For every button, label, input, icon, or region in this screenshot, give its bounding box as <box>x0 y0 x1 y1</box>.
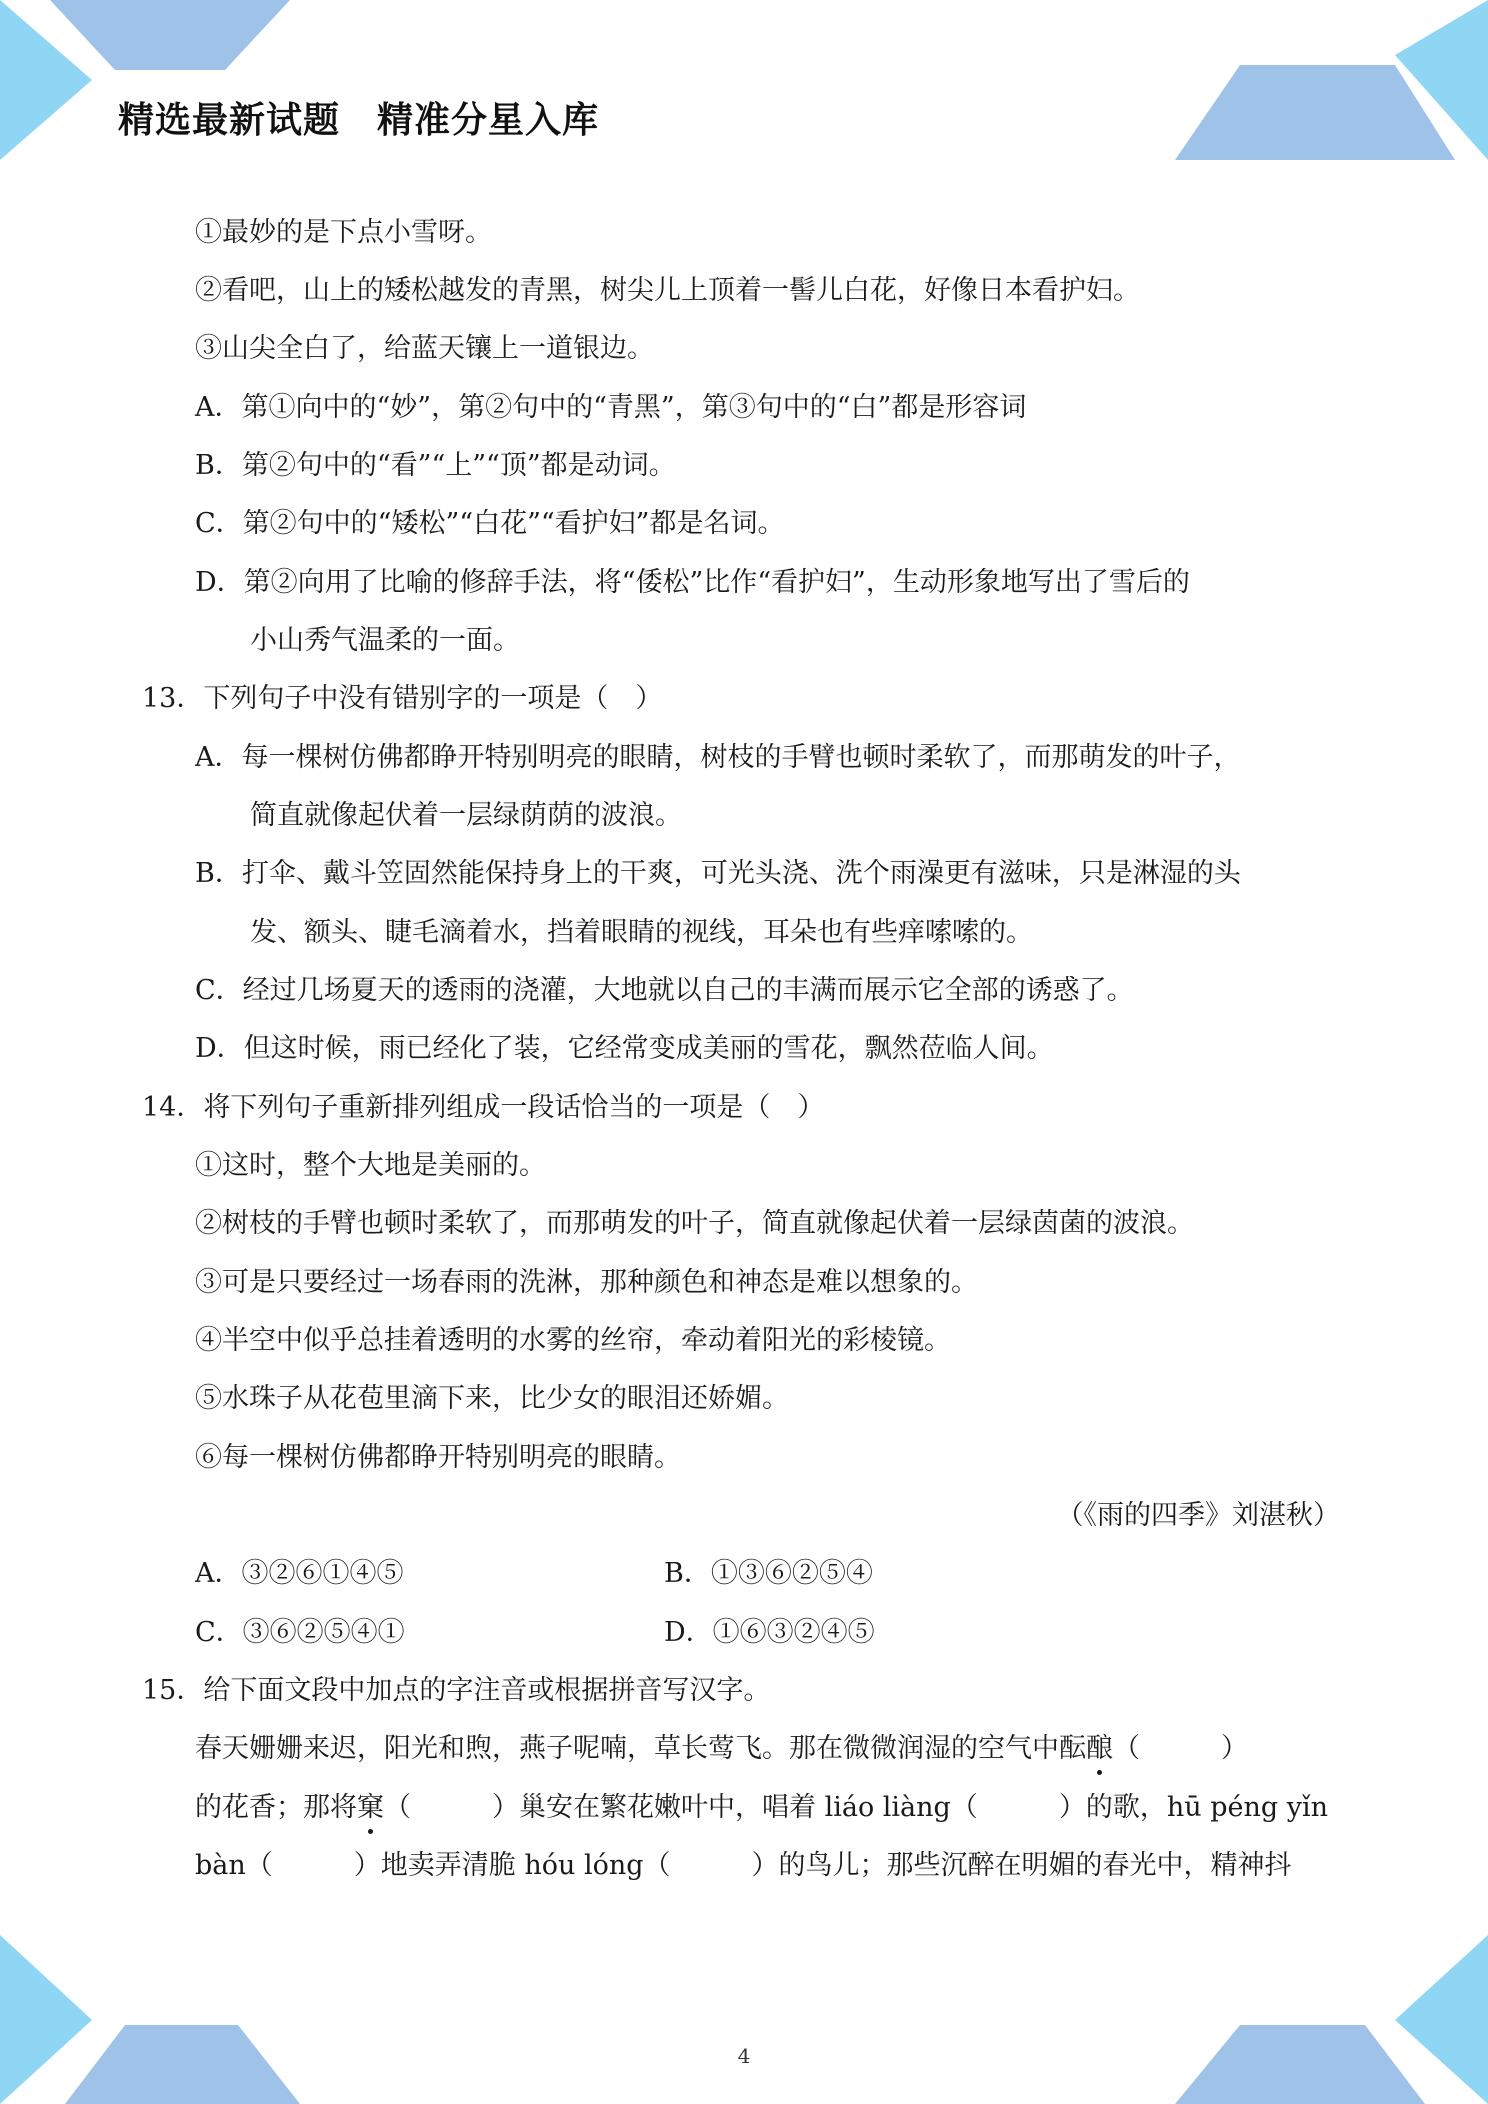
header-title: 精选最新试题 精准分星入库 <box>118 100 600 141</box>
page-number: 4 <box>737 2044 751 2068</box>
q14-source: （《雨的四季》刘湛秋） <box>1056 1500 1340 1531</box>
q13-option-a-line2: 简直就像起伏着一层绿荫荫的波浪。 <box>250 800 682 831</box>
passage-line-2-text: 的花香；那将 <box>195 1792 357 1823</box>
q14-option-c: C．③⑥②⑤④① <box>195 1617 405 1648</box>
answer-blank: （ ） <box>1113 1733 1248 1764</box>
q13-option-a-line1: A．每一棵树仿佛都睁开特别明亮的眼睛，树枝的手臂也顿时柔软了，而那萌发的叶子， <box>195 742 1241 773</box>
top-right-trapezoid <box>1175 65 1455 160</box>
sentence-3: ③山尖全白了，给蓝天镶上一道银边。 <box>195 333 654 364</box>
option-b: B．第②句中的“看”“上”“顶”都是动词。 <box>195 450 676 481</box>
question-14: 14．将下列句子重新排列组成一段话恰当的一项是（ ） <box>142 1092 825 1123</box>
q13-option-b-line1: B．打伞、戴斗笠固然能保持身上的干爽，可光头浇、洗个雨澡更有滋味，只是淋湿的头 <box>195 858 1241 889</box>
q14-sentence-3: ③可是只要经过一场春雨的洗淋，那种颜色和神态是难以想象的。 <box>195 1267 978 1298</box>
passage-line-3: bàn（ ）地卖弄清脆 hóu lóng（ ）的鸟儿；那些沉醉在明媚的春光中，精神抖 <box>195 1850 1292 1881</box>
passage-line-1 <box>195 1729 1248 1769</box>
bottom-left-triangle <box>0 1935 92 2104</box>
q14-sentence-2: ②树枝的手臂也顿时柔软了，而那萌发的叶子，简直就像起伏着一层绿茵菌的波浪。 <box>195 1208 1194 1239</box>
q13-option-d: D．但这时候，雨已经化了装，它经常变成美丽的雪花，飘然莅临人间。 <box>195 1033 1054 1064</box>
q14-sentence-4: ④半空中似乎总挂着透明的水雾的丝帘，牵动着阳光的彩棱镜。 <box>195 1325 951 1356</box>
bottom-right-triangle <box>1395 1935 1488 2104</box>
option-d-line1: D．第②向用了比喻的修辞手法，将“倭松”比作“看护妇”，生动形象地写出了雪后的 <box>195 567 1190 598</box>
dotted-char: 窠 <box>357 1788 384 1828</box>
q14-option-a: A．③②⑥①④⑤ <box>195 1558 404 1589</box>
dotted-char: 酿 <box>1086 1729 1113 1769</box>
question-13: 13．下列句子中没有错别字的一项是（ ） <box>142 683 663 714</box>
q14-sentence-1: ①这时，整个大地是美丽的。 <box>195 1150 546 1181</box>
question-15: 15．给下面文段中加点的字注音或根据拼音写汉字。 <box>142 1675 771 1706</box>
q14-option-d: D．①⑥③②④⑤ <box>664 1617 875 1648</box>
sentence-1: ①最妙的是下点小雪呀。 <box>195 217 492 248</box>
passage-line-2 <box>195 1788 1328 1828</box>
top-left-trapezoid <box>50 0 290 70</box>
q13-option-b-line2: 发、额头、睫毛滴着水，挡着眼睛的视线，耳朵也有些痒嗦嗦的。 <box>250 917 1033 948</box>
option-a: A．第①向中的“妙”，第②句中的“青黑”，第③句中的“白”都是形容词 <box>195 392 1027 423</box>
q14-sentence-6: ⑥每一棵树仿佛都睁开特别明亮的眼睛。 <box>195 1442 681 1473</box>
option-d-line2: 小山秀气温柔的一面。 <box>250 625 520 656</box>
passage-line-2-rest: （ ）巢安在繁花嫩叶中，唱着 liáo liàng（ ）的歌，hū péng yǐn <box>384 1792 1328 1823</box>
passage-line-1-text: 春天姗姗来迟，阳光和煦，燕子呢喃，草长莺飞。那在微微润湿的空气中酝 <box>195 1733 1086 1764</box>
sentence-2: ②看吧，山上的矮松越发的青黑，树尖儿上顶着一髻儿白花，好像日本看护妇。 <box>195 275 1140 306</box>
q14-option-b: B．①③⑥②⑤④ <box>664 1558 873 1589</box>
q14-sentence-5: ⑤水珠子从花苞里滴下来，比少女的眼泪还娇媚。 <box>195 1383 789 1414</box>
option-c: C．第②句中的“矮松”“白花”“看护妇”都是名词。 <box>195 508 785 539</box>
q13-option-c: C．经过几场夏天的透雨的浇灌，大地就以自己的丰满而展示它全部的诱惑了。 <box>195 975 1134 1006</box>
